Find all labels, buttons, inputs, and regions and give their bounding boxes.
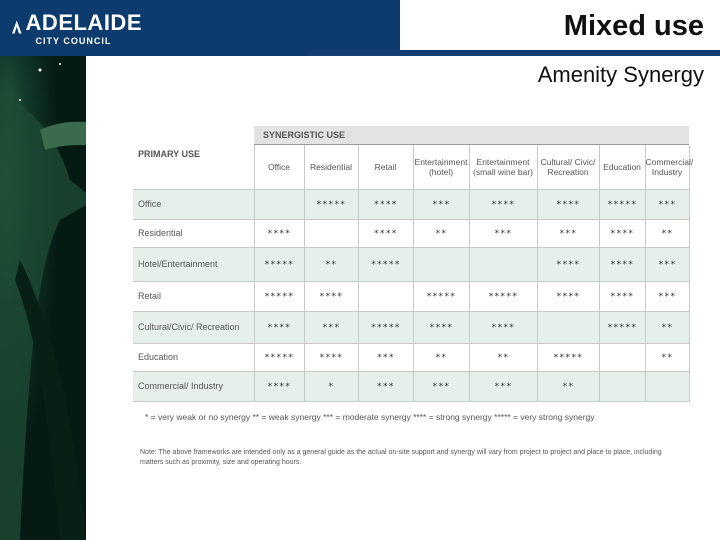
rating-cell: **** bbox=[413, 312, 469, 344]
rating-cell: *** bbox=[413, 190, 469, 220]
logo-a-icon bbox=[12, 12, 22, 42]
rating-cell: **** bbox=[599, 220, 645, 248]
synergy-table-wrap bbox=[133, 126, 694, 402]
column-header: Entertainment (hotel) bbox=[413, 145, 469, 190]
rating-cell: ***** bbox=[254, 344, 304, 372]
column-header: Retail bbox=[358, 145, 413, 190]
rating-cell: ** bbox=[413, 344, 469, 372]
rating-cell: **** bbox=[599, 248, 645, 282]
rating-cell: ***** bbox=[413, 282, 469, 312]
primary-use-header: PRIMARY USE bbox=[133, 145, 254, 190]
footnote: Note: The above frameworks are intended only as a general guide as the actual on-site support and synergy will vary from project to project and place to place, including matters such as proximity, size and operating hours. bbox=[140, 449, 662, 466]
adelaide-logo bbox=[12, 12, 142, 52]
column-header: Office bbox=[254, 145, 304, 190]
rating-cell: **** bbox=[358, 220, 413, 248]
rating-cell: **** bbox=[537, 190, 599, 220]
row-label: Education bbox=[133, 344, 254, 372]
table-row bbox=[133, 220, 689, 248]
column-header: Commercial/ Industry bbox=[645, 145, 689, 190]
rating-cell: ** bbox=[469, 344, 537, 372]
rating-cell: *** bbox=[645, 190, 689, 220]
rating-cell: ***** bbox=[254, 282, 304, 312]
rating-cell: *** bbox=[469, 372, 537, 402]
rating-cell: ***** bbox=[599, 190, 645, 220]
rating-cell bbox=[645, 372, 689, 402]
rating-cell bbox=[413, 248, 469, 282]
column-header: Education bbox=[599, 145, 645, 190]
rating-cell: *** bbox=[358, 344, 413, 372]
rating-cell: *** bbox=[645, 282, 689, 312]
rating-cell: ***** bbox=[599, 312, 645, 344]
rating-cell bbox=[304, 220, 358, 248]
title-underline bbox=[308, 50, 720, 56]
rating-cell bbox=[254, 190, 304, 220]
row-label: Office bbox=[133, 190, 254, 220]
synergy-table bbox=[133, 145, 694, 402]
rating-cell: *** bbox=[358, 372, 413, 402]
row-label: Hotel/Entertainment bbox=[133, 248, 254, 282]
rating-cell: ** bbox=[645, 312, 689, 344]
row-label: Retail bbox=[133, 282, 254, 312]
rating-cell bbox=[537, 312, 599, 344]
slide-subtitle: Amenity Synergy bbox=[537, 62, 704, 87]
logo-word: ADELAIDE bbox=[25, 10, 142, 35]
rating-cell: ***** bbox=[469, 282, 537, 312]
rating-cell: ** bbox=[304, 248, 358, 282]
rating-cell: *** bbox=[645, 248, 689, 282]
rating-cell: * bbox=[304, 372, 358, 402]
rating-cell: ** bbox=[413, 220, 469, 248]
rating-cell: **** bbox=[304, 344, 358, 372]
table-row bbox=[133, 248, 689, 282]
rating-cell bbox=[599, 372, 645, 402]
column-header: Residential bbox=[304, 145, 358, 190]
rating-cell: **** bbox=[254, 220, 304, 248]
logo-subtitle: CITY COUNCIL bbox=[35, 36, 112, 46]
rating-cell: **** bbox=[358, 190, 413, 220]
rating-cell: *** bbox=[304, 312, 358, 344]
rating-cell: ** bbox=[645, 220, 689, 248]
rating-cell bbox=[469, 248, 537, 282]
rating-cell bbox=[599, 344, 645, 372]
row-label: Residential bbox=[133, 220, 254, 248]
rating-cell bbox=[358, 282, 413, 312]
rating-cell: ** bbox=[645, 344, 689, 372]
slide-title: Mixed use bbox=[563, 10, 704, 42]
rating-cell: **** bbox=[537, 282, 599, 312]
rating-cell: ***** bbox=[358, 312, 413, 344]
table-row bbox=[133, 282, 689, 312]
rating-cell: ***** bbox=[358, 248, 413, 282]
rating-cell: *** bbox=[469, 220, 537, 248]
column-header: Entertainment (small wine bar) bbox=[469, 145, 537, 190]
rating-cell: ***** bbox=[304, 190, 358, 220]
table-row bbox=[133, 372, 689, 402]
row-label: Cultural/Civic/ Recreation bbox=[133, 312, 254, 344]
rating-cell: ** bbox=[537, 372, 599, 402]
rating-cell: **** bbox=[469, 312, 537, 344]
row-label: Commercial/ Industry bbox=[133, 372, 254, 402]
table-row bbox=[133, 312, 689, 344]
rating-cell: ***** bbox=[254, 248, 304, 282]
rating-cell: **** bbox=[537, 248, 599, 282]
rating-cell: *** bbox=[537, 220, 599, 248]
synergistic-use-header: SYNERGISTIC USE bbox=[254, 126, 689, 145]
rating-cell: **** bbox=[599, 282, 645, 312]
column-header: Cultural/ Civic/ Recreation bbox=[537, 145, 599, 190]
rating-cell: **** bbox=[254, 312, 304, 344]
table-row bbox=[133, 344, 689, 372]
rating-cell: **** bbox=[254, 372, 304, 402]
rating-legend: * = very weak or no synergy ** = weak synergy *** = moderate synergy **** = strong synergy ***** = very strong synergy bbox=[145, 412, 595, 422]
rating-cell: **** bbox=[304, 282, 358, 312]
rating-cell: **** bbox=[469, 190, 537, 220]
table-header-row bbox=[133, 145, 689, 190]
table-row bbox=[133, 190, 689, 220]
rating-cell: *** bbox=[413, 372, 469, 402]
rating-cell: ***** bbox=[537, 344, 599, 372]
